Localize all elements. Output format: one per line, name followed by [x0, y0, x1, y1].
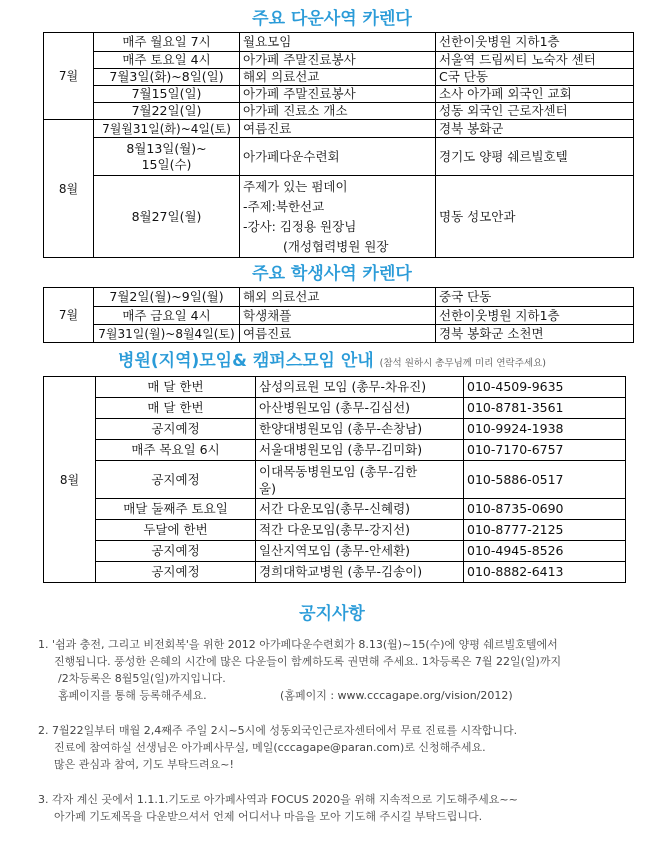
meeting-line: 이대목동병원모임 (총무-김한 — [259, 463, 418, 479]
event-cell: 월요모임 — [240, 33, 436, 52]
meeting-cell: 경희대학교병원 (총무-김송이) — [256, 562, 464, 583]
notice-line: 진료에 참여하실 선생님은 아가페사무실, 메일(cccagape@paran.com)로 신청해주세요. — [54, 741, 486, 754]
date-line: 8월13일(월)~ — [126, 140, 207, 156]
event-cell: 해외 의료선교 — [240, 288, 436, 307]
place-cell: 소사 아가페 외국인 교회 — [436, 86, 634, 103]
notice-line: 1. '쉼과 충전, 그리고 비전회복'을 위한 2012 아가페다운수련회가 8.13(월)~15(수)에 양평 쉐르빌호텔에서 — [38, 638, 558, 651]
date-cell: 7월3일(화)~8일(일) — [94, 69, 240, 86]
meeting-cell: 서울대병원모임 (총무-김미화) — [256, 440, 464, 461]
table-row — [44, 398, 626, 419]
table-row — [44, 69, 634, 86]
meeting-cell — [256, 461, 464, 499]
section3-title — [0, 351, 664, 374]
place-cell: 선한이웃병원 지하1층 — [436, 33, 634, 52]
when-cell: 공지예정 — [96, 562, 256, 583]
table-row — [44, 103, 634, 120]
event-line: (개성협력병원 원장 — [283, 238, 389, 254]
phone-cell: 010-8777-2125 — [464, 520, 626, 541]
event-cell: 아가페 주말진료봉사 — [240, 86, 436, 103]
month-cell: 7월 — [44, 288, 94, 343]
event-cell: 아가페다운수련회 — [240, 138, 436, 176]
table-row — [44, 440, 626, 461]
date-cell: 8월27일(월) — [94, 176, 240, 258]
when-cell: 공지예정 — [96, 419, 256, 440]
table-row — [44, 499, 626, 520]
place-cell: C국 단동 — [436, 69, 634, 86]
date-cell: 7월31일(월)~8월4일(토) — [94, 325, 240, 343]
notices-title: 공지사항 — [299, 604, 365, 624]
section3-subtitle: (참석 원하시 총무님께 미리 연락주세요) — [379, 358, 546, 369]
table-row — [44, 52, 634, 69]
notice-line: 많은 관심과 참여, 기도 부탁드려요~! — [54, 758, 234, 771]
table-row — [44, 325, 634, 343]
phone-cell: 010-4509-9635 — [464, 377, 626, 398]
table-row — [44, 419, 626, 440]
notice-line: 3. 각자 계신 곳에서 1.1.1.기도로 아가페사역과 FOCUS 2020을 위해 지속적으로 기도해주세요~~ — [38, 793, 518, 806]
notice-line: 진행됩니다. 풍성한 은혜의 시간에 많은 다운들이 함께하도록 권면해 주세요. 1차등록은 7월 22일(일)까지 — [54, 655, 562, 668]
event-cell: 여름진료 — [240, 120, 436, 138]
date-line: 15일(수) — [141, 156, 192, 172]
when-cell: 매주 목요일 6시 — [96, 440, 256, 461]
section2-title: 주요 학생사역 카렌다 — [252, 264, 412, 284]
date-cell: 7월월31일(화)~4일(토) — [94, 120, 240, 138]
when-cell: 매 달 한번 — [96, 398, 256, 419]
table-row — [44, 562, 626, 583]
date-cell: 매주 월요일 7시 — [94, 33, 240, 52]
when-cell: 공지예정 — [96, 461, 256, 499]
place-cell: 중국 단동 — [436, 288, 634, 307]
phone-cell: 010-7170-6757 — [464, 440, 626, 461]
section1-title: 주요 다운사역 카렌다 — [252, 9, 412, 29]
table-row — [44, 307, 634, 325]
place-cell: 선한이웃병원 지하1층 — [436, 307, 634, 325]
table-row — [44, 377, 626, 398]
table-row — [44, 138, 634, 176]
notice-item-2 — [38, 722, 648, 773]
place-cell: 명동 성모안과 — [436, 176, 634, 258]
section3-title-text: 병원(지역)모임& 캠퍼스모임 안내 — [118, 351, 374, 371]
place-cell: 경기도 양평 쉐르빌호텔 — [436, 138, 634, 176]
when-cell: 매 달 한번 — [96, 377, 256, 398]
table-row — [44, 541, 626, 562]
when-cell: 매달 둘째주 토요일 — [96, 499, 256, 520]
table-row — [44, 176, 634, 258]
event-cell: 아가페 주말진료봉사 — [240, 52, 436, 69]
month-cell: 8월 — [44, 120, 94, 258]
date-cell: 7월2일(월)~9일(월) — [94, 288, 240, 307]
place-cell: 경북 봉화군 — [436, 120, 634, 138]
event-cell — [240, 176, 436, 258]
table-row — [44, 520, 626, 541]
notice-list — [38, 636, 648, 825]
event-line: -주제:북한선교 — [243, 198, 325, 214]
event-cell: 여름진료 — [240, 325, 436, 343]
notice-line: 아가페 기도제목을 다운받으셔서 언제 어디서나 마음을 모아 기도해 주시길 부탁드립니다. — [54, 810, 483, 823]
month-cell: 7월 — [44, 33, 94, 120]
event-cell: 아가페 진료소 개소 — [240, 103, 436, 120]
table-row — [44, 288, 634, 307]
phone-cell: 010-9924-1938 — [464, 419, 626, 440]
table-row — [44, 120, 634, 138]
table-row — [44, 461, 626, 499]
meeting-cell: 아산병원모임 (총무-김심선) — [256, 398, 464, 419]
phone-cell: 010-8781-3561 — [464, 398, 626, 419]
notice-item-3 — [38, 791, 648, 825]
date-cell: 7월15일(일) — [94, 86, 240, 103]
date-cell: 7월22일(일) — [94, 103, 240, 120]
meeting-cell: 적간 다운모임(총무-강지선) — [256, 520, 464, 541]
notice-item-1 — [38, 636, 648, 704]
student-calendar-table — [43, 287, 634, 343]
phone-cell: 010-8882-6413 — [464, 562, 626, 583]
ministry-calendar-table — [43, 32, 634, 258]
event-cell: 학생채플 — [240, 307, 436, 325]
date-cell: 매주 금요일 4시 — [94, 307, 240, 325]
date-cell — [94, 138, 240, 176]
meeting-table — [43, 376, 626, 583]
when-cell: 공지예정 — [96, 541, 256, 562]
event-line: 주제가 있는 펌데이 — [243, 178, 348, 194]
event-line: -강사: 김정용 원장님 — [243, 218, 357, 234]
meeting-cell: 삼성의료원 모임 (총무-차유진) — [256, 377, 464, 398]
event-cell: 해외 의료선교 — [240, 69, 436, 86]
table-row — [44, 86, 634, 103]
meeting-cell: 일산지역모임 (총무-안세환) — [256, 541, 464, 562]
place-cell: 성동 외국인 근로자센터 — [436, 103, 634, 120]
when-cell: 두달에 한번 — [96, 520, 256, 541]
notice-line: 홈페이지를 통해 등록해주세요. (홈페이지 : www.cccagape.org/vision/2012) — [58, 689, 513, 702]
place-cell: 경북 봉화군 소천면 — [436, 325, 634, 343]
phone-cell: 010-5886-0517 — [464, 461, 626, 499]
meeting-cell: 한양대병원모임 (총무-손창남) — [256, 419, 464, 440]
table-row — [44, 33, 634, 52]
place-cell: 서울역 드림씨티 노숙자 센터 — [436, 52, 634, 69]
meeting-line: 울) — [259, 480, 276, 496]
month-cell: 8월 — [44, 377, 96, 583]
phone-cell: 010-8735-0690 — [464, 499, 626, 520]
meeting-cell: 서간 다운모임(총무-신혜령) — [256, 499, 464, 520]
notice-line: /2차등록은 8월5일(일)까지입니다. — [58, 672, 226, 685]
notice-line: 2. 7월22일부터 매월 2,4째주 주일 2시~5시에 성동외국인근로자센터에서 무료 진료를 시작합니다. — [38, 724, 518, 737]
date-cell: 매주 토요일 4시 — [94, 52, 240, 69]
phone-cell: 010-4945-8526 — [464, 541, 626, 562]
